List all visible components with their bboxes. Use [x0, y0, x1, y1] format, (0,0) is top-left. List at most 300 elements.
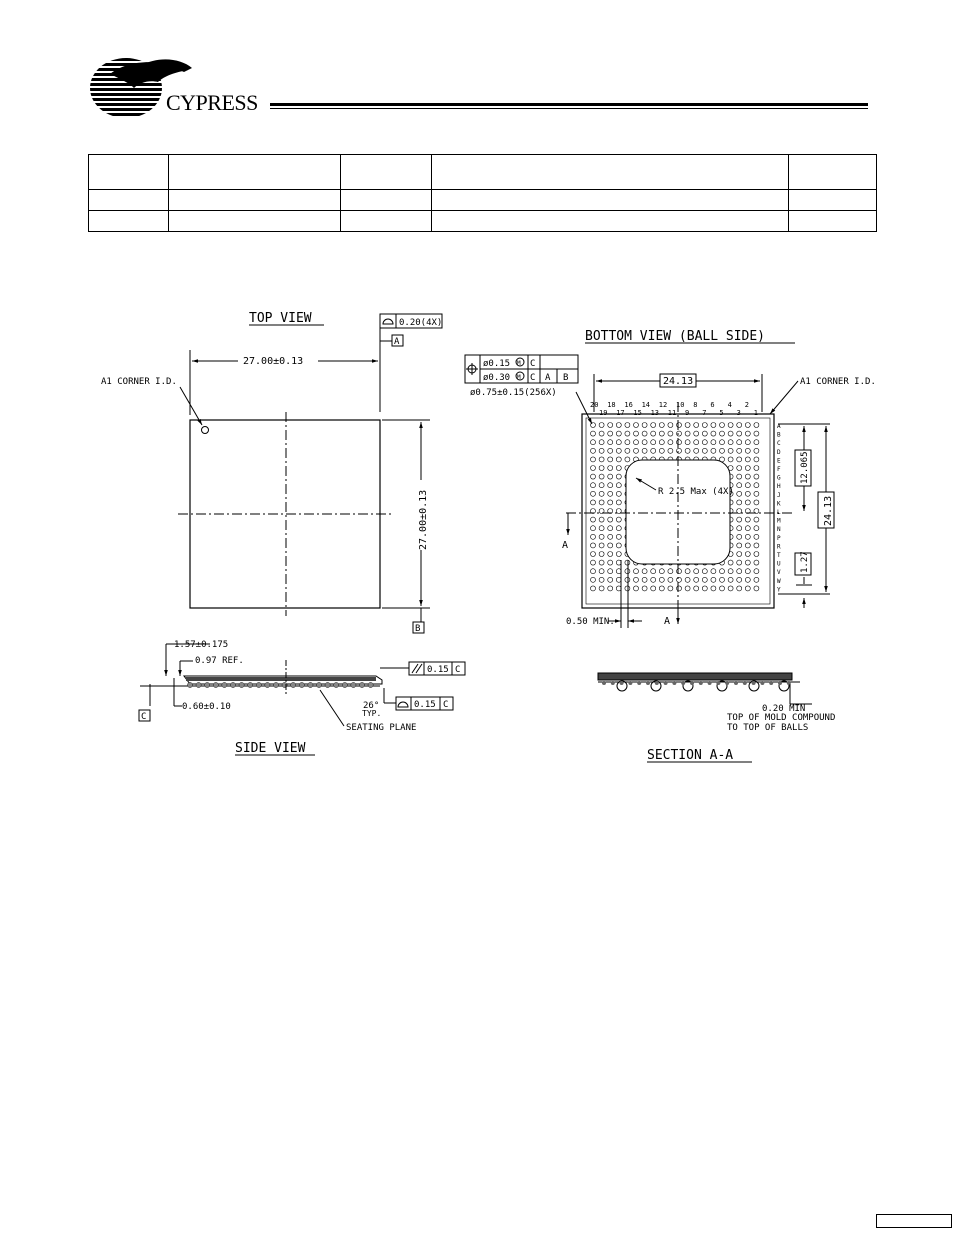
solder-ball [591, 517, 596, 522]
solder-ball [754, 569, 759, 574]
solder-ball [737, 517, 742, 522]
solder-ball [745, 491, 750, 496]
table-cell [341, 211, 432, 232]
parallel-tol: 0.15 [427, 665, 449, 675]
table-row [89, 190, 877, 211]
flat-tol: 0.15 [414, 700, 436, 710]
table-cell [89, 155, 169, 190]
column-number: 14 [641, 401, 651, 409]
solder-ball [642, 431, 647, 436]
seating-plane-label: SEATING PLANE [346, 723, 417, 733]
solder-ball [737, 440, 742, 445]
side-ball [205, 682, 210, 687]
solder-ball [737, 483, 742, 488]
tol-row2-ref: B [563, 373, 569, 383]
column-number: 9 [685, 409, 690, 417]
solder-ball [608, 491, 613, 496]
solder-ball [711, 577, 716, 582]
solder-ball [737, 526, 742, 531]
solder-ball [745, 586, 750, 591]
cypress-logo [88, 52, 278, 122]
solder-ball [745, 577, 750, 582]
solder-ball [608, 457, 613, 462]
solder-ball [591, 431, 596, 436]
column-number: 3 [736, 409, 741, 417]
side-ball [222, 682, 227, 687]
row-letter: L [777, 509, 781, 516]
side-ball [368, 682, 373, 687]
table-cell [89, 211, 169, 232]
solder-ball [737, 534, 742, 539]
row-letter: T [777, 552, 781, 559]
solder-ball [591, 560, 596, 565]
solder-ball [625, 423, 630, 428]
solder-ball [711, 448, 716, 453]
side-view-title: SIDE VIEW [235, 741, 306, 756]
table-cell [432, 190, 789, 211]
solder-ball [599, 466, 604, 471]
solder-ball [728, 448, 733, 453]
solder-ball [711, 440, 716, 445]
solder-ball [591, 448, 596, 453]
solder-ball [745, 457, 750, 462]
solder-ball [642, 586, 647, 591]
table-cell [432, 211, 789, 232]
package-drawing [0, 290, 954, 780]
solder-ball [591, 534, 596, 539]
side-ball [196, 682, 201, 687]
solder-ball [608, 500, 613, 505]
bottom-a1-label: A1 CORNER I.D. [800, 377, 876, 387]
column-number: 16 [624, 401, 633, 409]
side-height-dim: 1.57±0.175 [174, 640, 229, 650]
solder-ball [702, 577, 707, 582]
solder-ball [728, 423, 733, 428]
solder-ball [711, 569, 716, 574]
solder-ball [668, 448, 673, 453]
solder-ball [608, 586, 613, 591]
solder-ball [616, 457, 621, 462]
section-note-1: TOP OF MOLD COMPOUND [727, 713, 836, 723]
solder-ball [659, 440, 664, 445]
side-ball [187, 682, 192, 687]
row-letter: G [777, 474, 781, 482]
header-rule-thin [270, 108, 868, 109]
solder-ball [625, 457, 630, 462]
solder-ball [608, 552, 613, 557]
solder-ball [685, 569, 690, 574]
solder-ball [720, 423, 725, 428]
solder-ball [677, 431, 682, 436]
row-letter: E [777, 457, 781, 465]
solder-ball [737, 423, 742, 428]
solder-ball [599, 526, 604, 531]
solder-ball [659, 586, 664, 591]
solder-ball [754, 552, 759, 557]
solder-ball [677, 577, 682, 582]
solder-ball [754, 448, 759, 453]
logo-text: CYPRESS [166, 90, 258, 115]
side-ball [213, 682, 218, 687]
solder-ball [608, 517, 613, 522]
solder-ball [694, 569, 699, 574]
solder-ball [745, 448, 750, 453]
solder-ball [599, 552, 604, 557]
flatness-icon [398, 702, 408, 707]
position-tolerance-frame [465, 355, 578, 383]
solder-ball [737, 491, 742, 496]
row-letter: W [777, 577, 781, 585]
tol-row1-ref: C [530, 359, 536, 369]
solder-ball [625, 448, 630, 453]
solder-ball [745, 423, 750, 428]
solder-ball [711, 431, 716, 436]
solder-ball [677, 440, 682, 445]
solder-ball [754, 491, 759, 496]
bottom-view [465, 329, 876, 628]
solder-ball [599, 569, 604, 574]
solder-ball [625, 569, 630, 574]
section-view-title: SECTION A-A [647, 748, 734, 763]
row-letter: C [777, 440, 781, 448]
column-number: 10 [676, 401, 685, 409]
mmc-symbol: M [517, 374, 521, 381]
solder-ball [668, 431, 673, 436]
column-numbers-top [590, 401, 749, 409]
solder-ball [642, 569, 647, 574]
solder-ball [599, 431, 604, 436]
solder-ball [694, 431, 699, 436]
table-row [89, 211, 877, 232]
tol-row2-ref: C [530, 373, 536, 383]
solder-ball [720, 448, 725, 453]
solder-ball [591, 491, 596, 496]
solder-ball [659, 423, 664, 428]
solder-ball [616, 526, 621, 531]
side-ball [308, 682, 313, 687]
solder-ball [754, 423, 759, 428]
column-number: 5 [719, 409, 724, 417]
mmc-symbol: M [517, 360, 521, 367]
solder-ball [616, 491, 621, 496]
solder-ball [608, 560, 613, 565]
solder-ball [728, 560, 733, 565]
side-ball [342, 682, 347, 687]
min-spacing-label: 0.50 MIN. [566, 617, 615, 627]
side-ball [265, 682, 270, 687]
solder-ball [599, 423, 604, 428]
radius-label: R 2.5 Max (4X) [658, 487, 734, 497]
solder-ball [616, 448, 621, 453]
row-letter: D [777, 448, 781, 456]
solder-ball [599, 577, 604, 582]
solder-ball [591, 586, 596, 591]
solder-ball [608, 466, 613, 471]
parallel-ref: C [455, 665, 461, 675]
row-letter: N [777, 526, 781, 534]
solder-ball [651, 448, 656, 453]
side-ball [316, 682, 321, 687]
solder-ball [591, 423, 596, 428]
solder-ball [591, 577, 596, 582]
side-ball [359, 682, 364, 687]
solder-ball [754, 440, 759, 445]
angle-dim: 26° [363, 701, 380, 711]
solder-ball [616, 500, 621, 505]
solder-ball [634, 431, 639, 436]
solder-ball [745, 474, 750, 479]
solder-ball [608, 483, 613, 488]
solder-ball [591, 457, 596, 462]
solder-ball [642, 448, 647, 453]
solder-ball [720, 586, 725, 591]
solder-ball [685, 586, 690, 591]
solder-ball [659, 569, 664, 574]
solder-ball [651, 431, 656, 436]
top-view-title: TOP VIEW [249, 311, 312, 326]
solder-ball [591, 500, 596, 505]
row-letter: B [777, 431, 781, 439]
solder-ball [599, 457, 604, 462]
table-cell [789, 155, 877, 190]
solder-ball [608, 569, 613, 574]
solder-ball [728, 569, 733, 574]
row-letter: H [777, 483, 781, 491]
table-cell [789, 190, 877, 211]
solder-ball [711, 586, 716, 591]
solder-ball [625, 431, 630, 436]
solder-ball [754, 431, 759, 436]
solder-ball [702, 448, 707, 453]
solder-ball [616, 534, 621, 539]
solder-ball [694, 586, 699, 591]
half-grid-dim: 12.065 [800, 451, 810, 484]
solder-ball [642, 440, 647, 445]
revision-table [88, 154, 877, 232]
solder-ball [737, 500, 742, 505]
solder-ball [737, 543, 742, 548]
solder-ball [711, 423, 716, 428]
solder-ball [737, 431, 742, 436]
solder-ball [608, 423, 613, 428]
table-cell [789, 211, 877, 232]
solder-ball [642, 577, 647, 582]
solder-ball [745, 431, 750, 436]
solder-ball [634, 586, 639, 591]
column-number: 17 [616, 409, 625, 417]
solder-ball [591, 466, 596, 471]
solder-ball [616, 543, 621, 548]
solder-ball [754, 517, 759, 522]
flatness-value: 0.20(4X) [399, 318, 443, 328]
datum-c: C [141, 712, 147, 722]
side-view [139, 640, 465, 756]
solder-ball [745, 569, 750, 574]
solder-ball [599, 543, 604, 548]
side-ball [325, 682, 330, 687]
solder-ball [591, 569, 596, 574]
solder-ball [702, 423, 707, 428]
solder-ball [651, 440, 656, 445]
solder-ball [599, 483, 604, 488]
solder-ball [677, 423, 682, 428]
solder-ball [702, 569, 707, 574]
flatness-icon [383, 319, 393, 324]
page-number-box [876, 1214, 952, 1228]
solder-ball [591, 483, 596, 488]
side-ball [291, 682, 296, 687]
solder-ball [702, 431, 707, 436]
solder-ball [754, 474, 759, 479]
solder-ball [737, 552, 742, 557]
solder-ball [685, 423, 690, 428]
solder-ball [754, 500, 759, 505]
solder-ball [659, 431, 664, 436]
solder-ball [651, 569, 656, 574]
solder-ball [728, 586, 733, 591]
side-ball-dim: 0.60±0.10 [182, 702, 231, 712]
solder-ball [642, 423, 647, 428]
solder-ball [634, 440, 639, 445]
section-mark-bottom: A [664, 616, 671, 627]
solder-ball [754, 526, 759, 531]
solder-ball [754, 543, 759, 548]
solder-ball [685, 431, 690, 436]
table-cell [341, 155, 432, 190]
top-view [101, 311, 442, 634]
solder-ball [694, 440, 699, 445]
solder-ball [677, 569, 682, 574]
side-ball [256, 682, 261, 687]
solder-ball [745, 526, 750, 531]
header-rule [270, 103, 868, 106]
solder-ball [737, 586, 742, 591]
solder-ball [591, 474, 596, 479]
solder-ball [720, 577, 725, 582]
top-width-dim: 27.00±0.13 [243, 356, 304, 367]
table-header-row [89, 155, 877, 190]
top-height-dim: 27.00±0.13 [418, 489, 429, 550]
solder-ball [616, 552, 621, 557]
pitch-dim: 1.27 [800, 551, 810, 573]
solder-ball [728, 431, 733, 436]
side-ball [334, 682, 339, 687]
solder-ball [599, 560, 604, 565]
solder-ball [599, 474, 604, 479]
solder-ball [745, 483, 750, 488]
solder-ball [599, 448, 604, 453]
solder-ball [599, 534, 604, 539]
bottom-view-title: BOTTOM VIEW (BALL SIDE) [585, 329, 766, 344]
solder-ball [745, 560, 750, 565]
solder-ball [702, 440, 707, 445]
solder-ball [728, 440, 733, 445]
side-ball [351, 682, 356, 687]
flat-ref: C [443, 700, 449, 710]
top-a1-label: A1 CORNER I.D. [101, 377, 177, 387]
solder-ball [745, 534, 750, 539]
solder-ball [720, 569, 725, 574]
solder-ball [754, 457, 759, 462]
table-cell [169, 155, 341, 190]
side-ball [239, 682, 244, 687]
column-number: 4 [727, 401, 732, 409]
solder-ball [608, 474, 613, 479]
solder-ball [608, 543, 613, 548]
solder-ball [754, 483, 759, 488]
row-letter: A [777, 423, 781, 430]
solder-ball [608, 448, 613, 453]
column-number: 13 [650, 409, 660, 417]
solder-ball [745, 517, 750, 522]
solder-ball [616, 423, 621, 428]
column-number: 6 [710, 401, 715, 409]
solder-ball [616, 431, 621, 436]
solder-ball [728, 577, 733, 582]
solder-ball [668, 569, 673, 574]
solder-ball [599, 517, 604, 522]
solder-ball [685, 577, 690, 582]
column-number: 20 [590, 401, 599, 409]
column-number: 1 [753, 409, 759, 417]
solder-ball [745, 552, 750, 557]
solder-ball [616, 440, 621, 445]
solder-ball [728, 457, 733, 462]
side-ball [273, 682, 278, 687]
solder-ball [754, 577, 759, 582]
section-view [598, 673, 835, 763]
solder-ball [737, 560, 742, 565]
row-letters [777, 423, 781, 593]
row-letter: R [777, 543, 781, 551]
solder-ball [677, 448, 682, 453]
solder-ball [685, 440, 690, 445]
solder-ball [625, 586, 630, 591]
row-letter: M [777, 517, 781, 525]
solder-ball [608, 440, 613, 445]
solder-ball [702, 586, 707, 591]
solder-ball [737, 474, 742, 479]
column-number: 7 [702, 409, 707, 417]
datum-b: B [415, 624, 421, 634]
tol-row2-ref: A [545, 373, 551, 383]
solder-ball [668, 586, 673, 591]
row-letter: P [777, 534, 781, 542]
solder-ball [634, 423, 639, 428]
solder-ball [668, 423, 673, 428]
solder-ball [754, 586, 759, 591]
section-min-dim: 0.20 MIN [762, 704, 806, 714]
table-cell [169, 190, 341, 211]
solder-ball [754, 466, 759, 471]
solder-ball [599, 586, 604, 591]
column-number: 19 [599, 409, 608, 417]
solder-ball [625, 440, 630, 445]
solder-ball [745, 543, 750, 548]
solder-ball [591, 543, 596, 548]
solder-ball [737, 569, 742, 574]
solder-ball [616, 517, 621, 522]
solder-ball [634, 577, 639, 582]
solder-ball [651, 586, 656, 591]
solder-ball [625, 577, 630, 582]
tol-row2: ø0.30 [483, 373, 511, 383]
solder-ball [737, 577, 742, 582]
solder-ball [634, 569, 639, 574]
solder-ball [591, 526, 596, 531]
row-letter: U [777, 560, 781, 568]
table-cell [341, 190, 432, 211]
